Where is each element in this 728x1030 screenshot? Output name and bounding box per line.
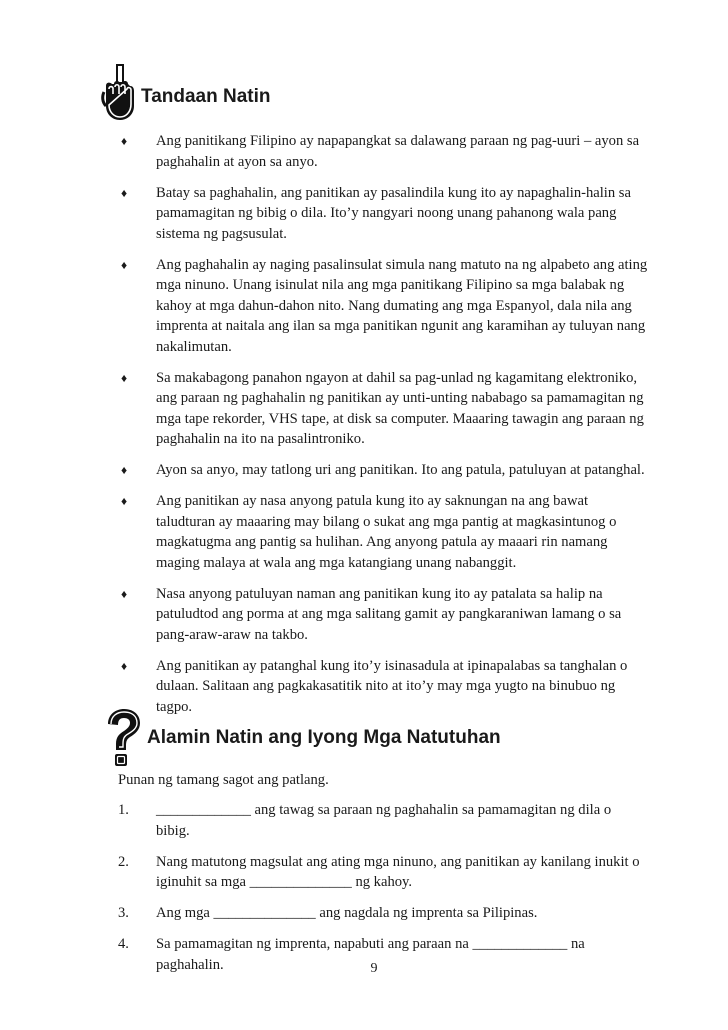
question-number: 3. [118,905,129,921]
summary-bullet-list [118,131,648,728]
bullet-text: Ang panitikan ay patanghal kung ito’y isinasadula at ipinapalabas sa tanghalan o dulaan. Salitaan ang pagkakasatitik nito at ito’y may mga yugto na binubuo ng tagpo. [156,657,628,715]
bullet-diamond-icon: ♦ [121,463,128,477]
bullet-text: Ang paghahalin ay naging pasalinsulat simula nang matuto na ng alpabeto ang ating mga ninuno. Unang isinulat nila ang mga panitikang Filipino sa mga balabak ng kahoy at mga dahun-dahon nito. Nang dumating ang mga Espanyol, dala nila ang imprenta at naitala ang ilan sa mga panitikan ngunit ang karamihan ay tuluyan nang nakalimutan. [156,256,648,355]
question-number: 1. [118,802,129,818]
bullet-diamond-icon: ♦ [121,494,128,508]
question-text: Nang matutong magsulat ang ating mga ninuno, ang panitikan ay kanilang inukit o iginuhit sa mga ______________ ng kahoy. [156,853,640,890]
bullet-text: Ang panitikang Filipino ay napapangkat sa dalawang paraan ng pag-uuri – ayon sa paghahalin at ayon sa anyo. [156,133,640,170]
bullet-diamond-icon: ♦ [121,370,128,385]
list-item [118,491,648,573]
question-number: 2. [118,853,129,870]
question-item [118,852,648,893]
page-number: 9 [370,961,378,976]
bullet-text: Ang panitikan ay nasa anyong patula kung ito ay saknungan na ang bawat taludturan ay maaaring may bilang o sukat ang mga pantig at magkasintunog o magkatugma ang pantig sa hulihan. Ang anyong patula ay maaari rin namang maging malaya at wala ang mga katangiang unang nabanggit. [156,493,617,571]
bullet-diamond-icon: ♦ [121,134,128,148]
question-mark-icon [102,708,144,768]
bullet-diamond-icon: ♦ [121,586,128,601]
bullet-text: Sa makabagong panahon ngayon at dahil sa pag-unlad ng kagamitang elektroniko, ang paraan ng paghahalin ng panitikan ay unti-unting nababago sa pamamagitan ng mga tape rekorder, VHS tape, at disk sa computer. Maaaring tawagin ang paraan ng paghahalin na ito na pasalintroniko. [156,369,644,447]
question-item [118,903,648,924]
list-item [118,460,648,481]
list-item [118,584,648,646]
list-item [118,183,648,245]
section-title-alamin: Alamin Natin ang Iyong Mga Natutuhan [147,727,501,748]
instructions-text: Punan ng tamang sagot ang patlang. [118,772,329,788]
question-text: Ang mga ______________ ang nagdala ng imprenta sa Pilipinas. [156,905,538,921]
list-item [118,255,648,358]
question-number: 4. [118,936,129,952]
section-title-tandaan: Tandaan Natin [141,86,271,107]
bullet-diamond-icon: ♦ [121,185,128,200]
question-text: Sa pamamagitan ng imprenta, napabuti ang paraan na _____________ na paghahalin. [156,936,585,973]
bullet-text: Nasa anyong patuluyan naman ang panitikan kung ito ay patalata sa halip na patuludtod ang porma at ang mga salitang gamit ay pangkaraniwan lamang o sa pang-araw-araw na takbo. [156,585,622,643]
list-item [118,368,648,450]
section-header-alamin [147,727,501,749]
question-text: _____________ ang tawag sa paraan ng paghahalin sa pamamagitan ng dila o bibig. [156,802,612,839]
pointing-hand-icon [100,62,138,122]
bullet-text: Ayon sa anyo, may tatlong uri ang panitikan. Ito ang patula, patuluyan at patanghal. [156,462,645,478]
fill-in-question-list [118,800,648,986]
bullet-text: Batay sa paghahalin, ang panitikan ay pasalindila kung ito ay napaghalin-halin sa pamamagitan ng bibig o dila. Ito’y nangyari noong unang pahanong wala pang sistema ng pagsusulat. [156,184,631,242]
bullet-diamond-icon: ♦ [121,658,128,673]
section-header-tandaan [141,86,271,108]
list-item [118,131,648,172]
list-item [118,656,648,718]
question-item [118,800,648,841]
bullet-diamond-icon: ♦ [121,257,128,272]
